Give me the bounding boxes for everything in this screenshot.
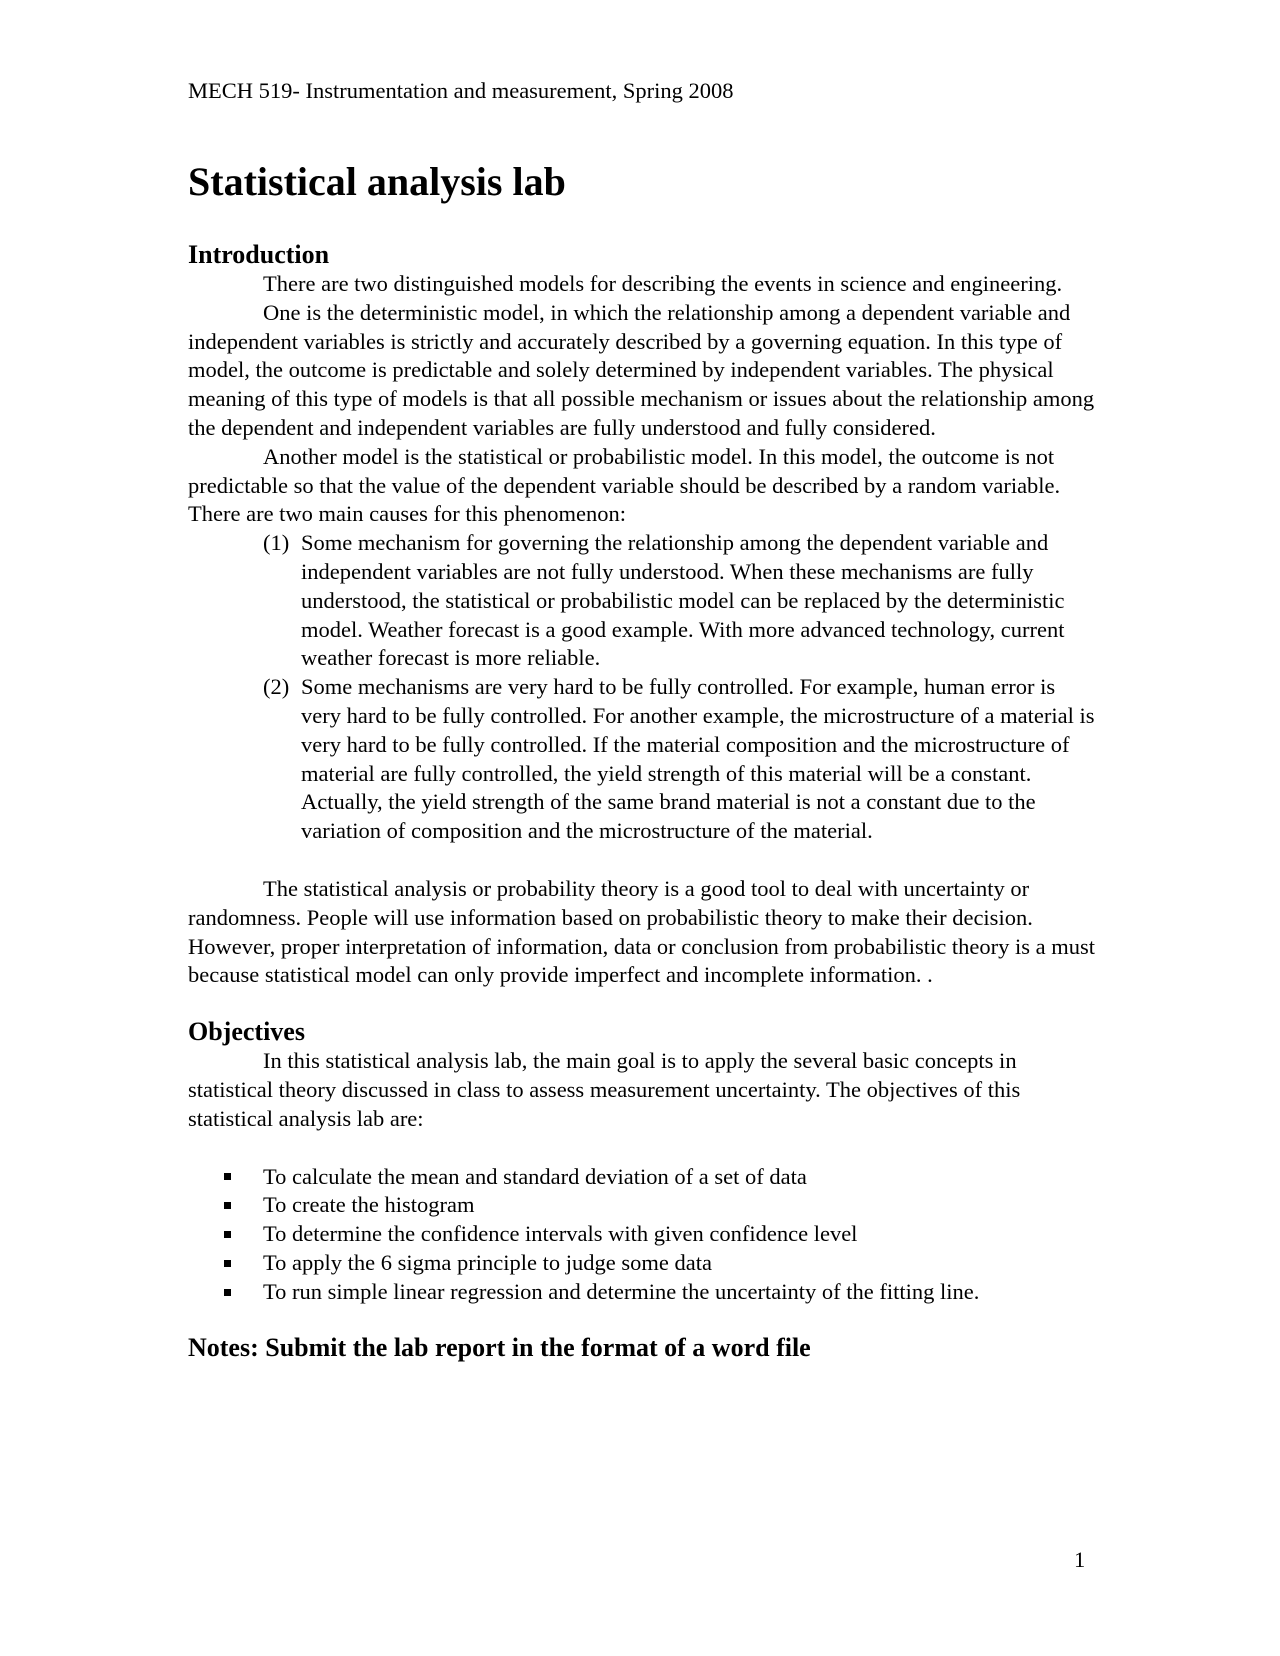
list-item-text: To run simple linear regression and determine the uncertainty of the fitting line. — [263, 1278, 980, 1304]
bullet-icon — [224, 1231, 263, 1238]
list-item — [224, 1249, 1098, 1278]
paragraph-spacer — [188, 1134, 1098, 1163]
list-marker: (2) — [263, 674, 290, 700]
closing-paragraph: The statistical analysis or probability theory is a good tool to deal with uncertainty or randomness. People will use information based on probabilistic theory to make their decision. However, proper interpretation of information, data or conclusion from probabilistic theory is a must because statistical model can only provide imperfect and incomplete information. . — [188, 875, 1095, 988]
objectives-intro-paragraph: In this statistical analysis lab, the main goal is to apply the several basic concepts in statistical theory discussed in class to assess measurement uncertainty. The objectives of this statistical analysis lab are: — [188, 1048, 1021, 1131]
objectives-heading: Objectives — [188, 1017, 305, 1047]
introduction-heading: Introduction — [188, 240, 330, 269]
notes-heading: Notes: Submit the lab report in the format of a word file — [188, 1332, 811, 1362]
introduction-section — [188, 240, 1098, 990]
list-item — [263, 673, 1098, 846]
list-item-text: To calculate the mean and standard deviation of a set of data — [263, 1163, 807, 1189]
list-item-text: To apply the 6 sigma principle to judge some data — [263, 1249, 712, 1275]
bullet-icon — [224, 1260, 263, 1267]
list-item-text: Some mechanism for governing the relationship among the dependent variable and independent variables are not fully understood. When these mechanisms are fully understood, the statistical or probabilistic model can be replaced by the deterministic model. Weather forecast is a good example. With more advanced technology, current weather forecast is more reliable. — [301, 530, 1065, 671]
list-item — [224, 1220, 1098, 1249]
list-item — [224, 1278, 1098, 1307]
intro-paragraph: There are two distinguished models for describing the events in science and engineering. — [263, 271, 1063, 296]
document-page — [188, 76, 1098, 1363]
list-item-text: To create the histogram — [263, 1192, 475, 1218]
page-number: 1 — [1074, 1547, 1086, 1572]
bullet-icon — [224, 1202, 263, 1209]
deterministic-model-paragraph: One is the deterministic model, in which the relationship among a dependent variable and independent variables is strictly and accurately described by a governing equation. In this type of model, the outcome is predictable and solely determined by independent variables. The physical meaning of this type of models is that all possible mechanism or issues about the relationship among the dependent and independent variables are fully understood and fully considered. — [188, 299, 1095, 440]
causes-list — [188, 529, 1098, 846]
statistical-model-paragraph: Another model is the statistical or probabilistic model. In this model, the outcome is not predictable so that the value of the dependent variable should be described by a random variable. There are two main causes for this phenomenon: — [188, 443, 1061, 527]
bullet-icon — [224, 1289, 263, 1296]
list-marker: (1) — [263, 530, 290, 556]
list-item — [224, 1163, 1098, 1192]
page-title: Statistical analysis lab — [188, 159, 566, 204]
list-item-text: To determine the confidence intervals with given confidence level — [263, 1221, 858, 1247]
course-header: MECH 519- Instrumentation and measurement, Spring 2008 — [188, 78, 734, 103]
list-item — [263, 529, 1098, 673]
objectives-section — [188, 1017, 1098, 1306]
objectives-list — [188, 1163, 1098, 1307]
bullet-icon — [224, 1173, 263, 1180]
list-item-text: Some mechanisms are very hard to be fully controlled. For example, human error is very hard to be fully controlled. For another example, the microstructure of a material is very hard to be fully controlled. If the material composition and the microstructure of material are fully controlled, the yield strength of this material will be a constant. Actually, the yield strength of the same brand material is not a constant due to the variation of composition and the microstructure of the material. — [301, 674, 1095, 844]
paragraph-spacer — [188, 846, 1098, 875]
list-item — [224, 1191, 1098, 1220]
